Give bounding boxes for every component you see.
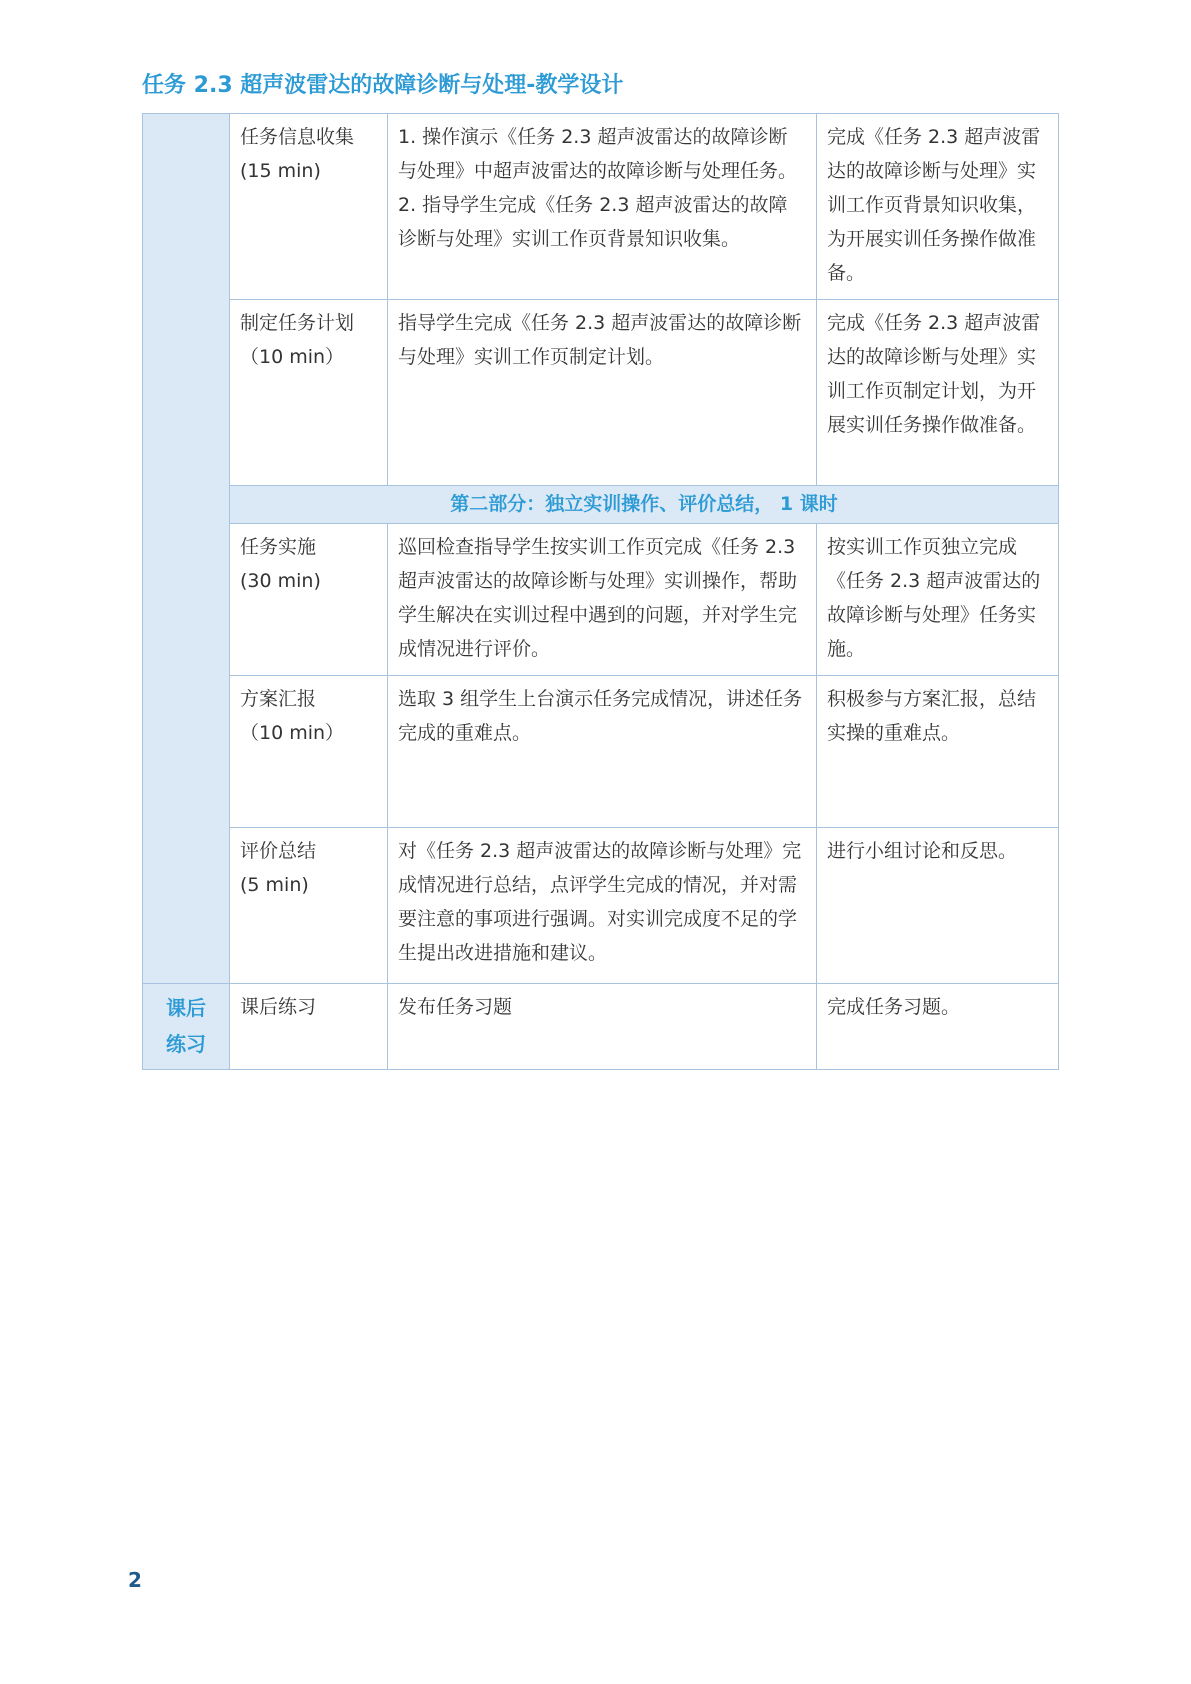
student-activity-cell: 按实训工作页独立完成《任务 2.3 超声波雷达的故障诊断与处理》任务实施。 — [817, 524, 1059, 676]
student-activity-cell: 积极参与方案汇报，总结实操的重难点。 — [817, 676, 1059, 828]
step-duration: (30 min) — [240, 570, 321, 592]
teacher-activity-cell: 巡回检查指导学生按实训工作页完成《任务 2.3 超声波雷达的故障诊断与处理》实训操作，帮助学生解决在实训过程中遇到的问题，并对学生完成情况进行评价。 — [388, 524, 817, 676]
page-number: 2 — [128, 1568, 142, 1592]
step-name: 制定任务计划 — [240, 312, 355, 334]
after-class-label — [143, 984, 230, 1070]
table-row — [143, 984, 1059, 1070]
step-name-cell — [230, 114, 388, 300]
step-duration: （10 min） — [240, 722, 345, 744]
step-name-cell: 课后练习 — [230, 984, 388, 1070]
step-name-cell — [230, 828, 388, 984]
student-activity-cell: 完成《任务 2.3 超声波雷达的故障诊断与处理》实训工作页制定计划，为开展实训任务操作做准备。 — [817, 300, 1059, 486]
student-activity-cell: 完成《任务 2.3 超声波雷达的故障诊断与处理》实训工作页背景知识收集，为开展实训任务操作做准备。 — [817, 114, 1059, 300]
after-class-label-line2: 练习 — [166, 1032, 206, 1056]
page-title: 任务 2.3 超声波雷达的故障诊断与处理-教学设计 — [142, 73, 624, 98]
student-activity-cell: 完成任务习题。 — [817, 984, 1059, 1070]
table-row — [143, 114, 1059, 300]
step-duration: （10 min） — [240, 346, 345, 368]
step-name: 任务实施 — [240, 536, 317, 558]
section-header: 第二部分：独立实训操作、评价总结， 1 课时 — [230, 486, 1059, 524]
step-duration: (15 min) — [240, 160, 321, 182]
step-name: 评价总结 — [240, 840, 317, 862]
table-row — [143, 828, 1059, 984]
table-row — [143, 300, 1059, 486]
teacher-activity-cell: 1. 操作演示《任务 2.3 超声波雷达的故障诊断与处理》中超声波雷达的故障诊断与处理任务。 2. 指导学生完成《任务 2.3 超声波雷达的故障诊断与处理》实训工作页背景知识收集。 — [388, 114, 817, 300]
step-duration: (5 min) — [240, 874, 309, 896]
table-row — [143, 676, 1059, 828]
step-name-cell — [230, 524, 388, 676]
teacher-activity-cell: 发布任务习题 — [388, 984, 817, 1070]
step-name-cell — [230, 300, 388, 486]
student-activity-cell: 进行小组讨论和反思。 — [817, 828, 1059, 984]
section-row — [143, 486, 1059, 524]
teacher-activity-cell: 选取 3 组学生上台演示任务完成情况，讲述任务完成的重难点。 — [388, 676, 817, 828]
teaching-plan-table — [142, 113, 1059, 1070]
side-label-cell — [143, 114, 230, 984]
step-name: 任务信息收集 — [240, 126, 355, 148]
after-class-label-line1: 课后 — [166, 996, 206, 1020]
teacher-activity-cell: 对《任务 2.3 超声波雷达的故障诊断与处理》完成情况进行总结，点评学生完成的情况，并对需要注意的事项进行强调。对实训完成度不足的学生提出改进措施和建议。 — [388, 828, 817, 984]
teacher-activity-cell: 指导学生完成《任务 2.3 超声波雷达的故障诊断与处理》实训工作页制定计划。 — [388, 300, 817, 486]
table-row — [143, 524, 1059, 676]
step-name-cell — [230, 676, 388, 828]
step-name: 方案汇报 — [240, 688, 317, 710]
